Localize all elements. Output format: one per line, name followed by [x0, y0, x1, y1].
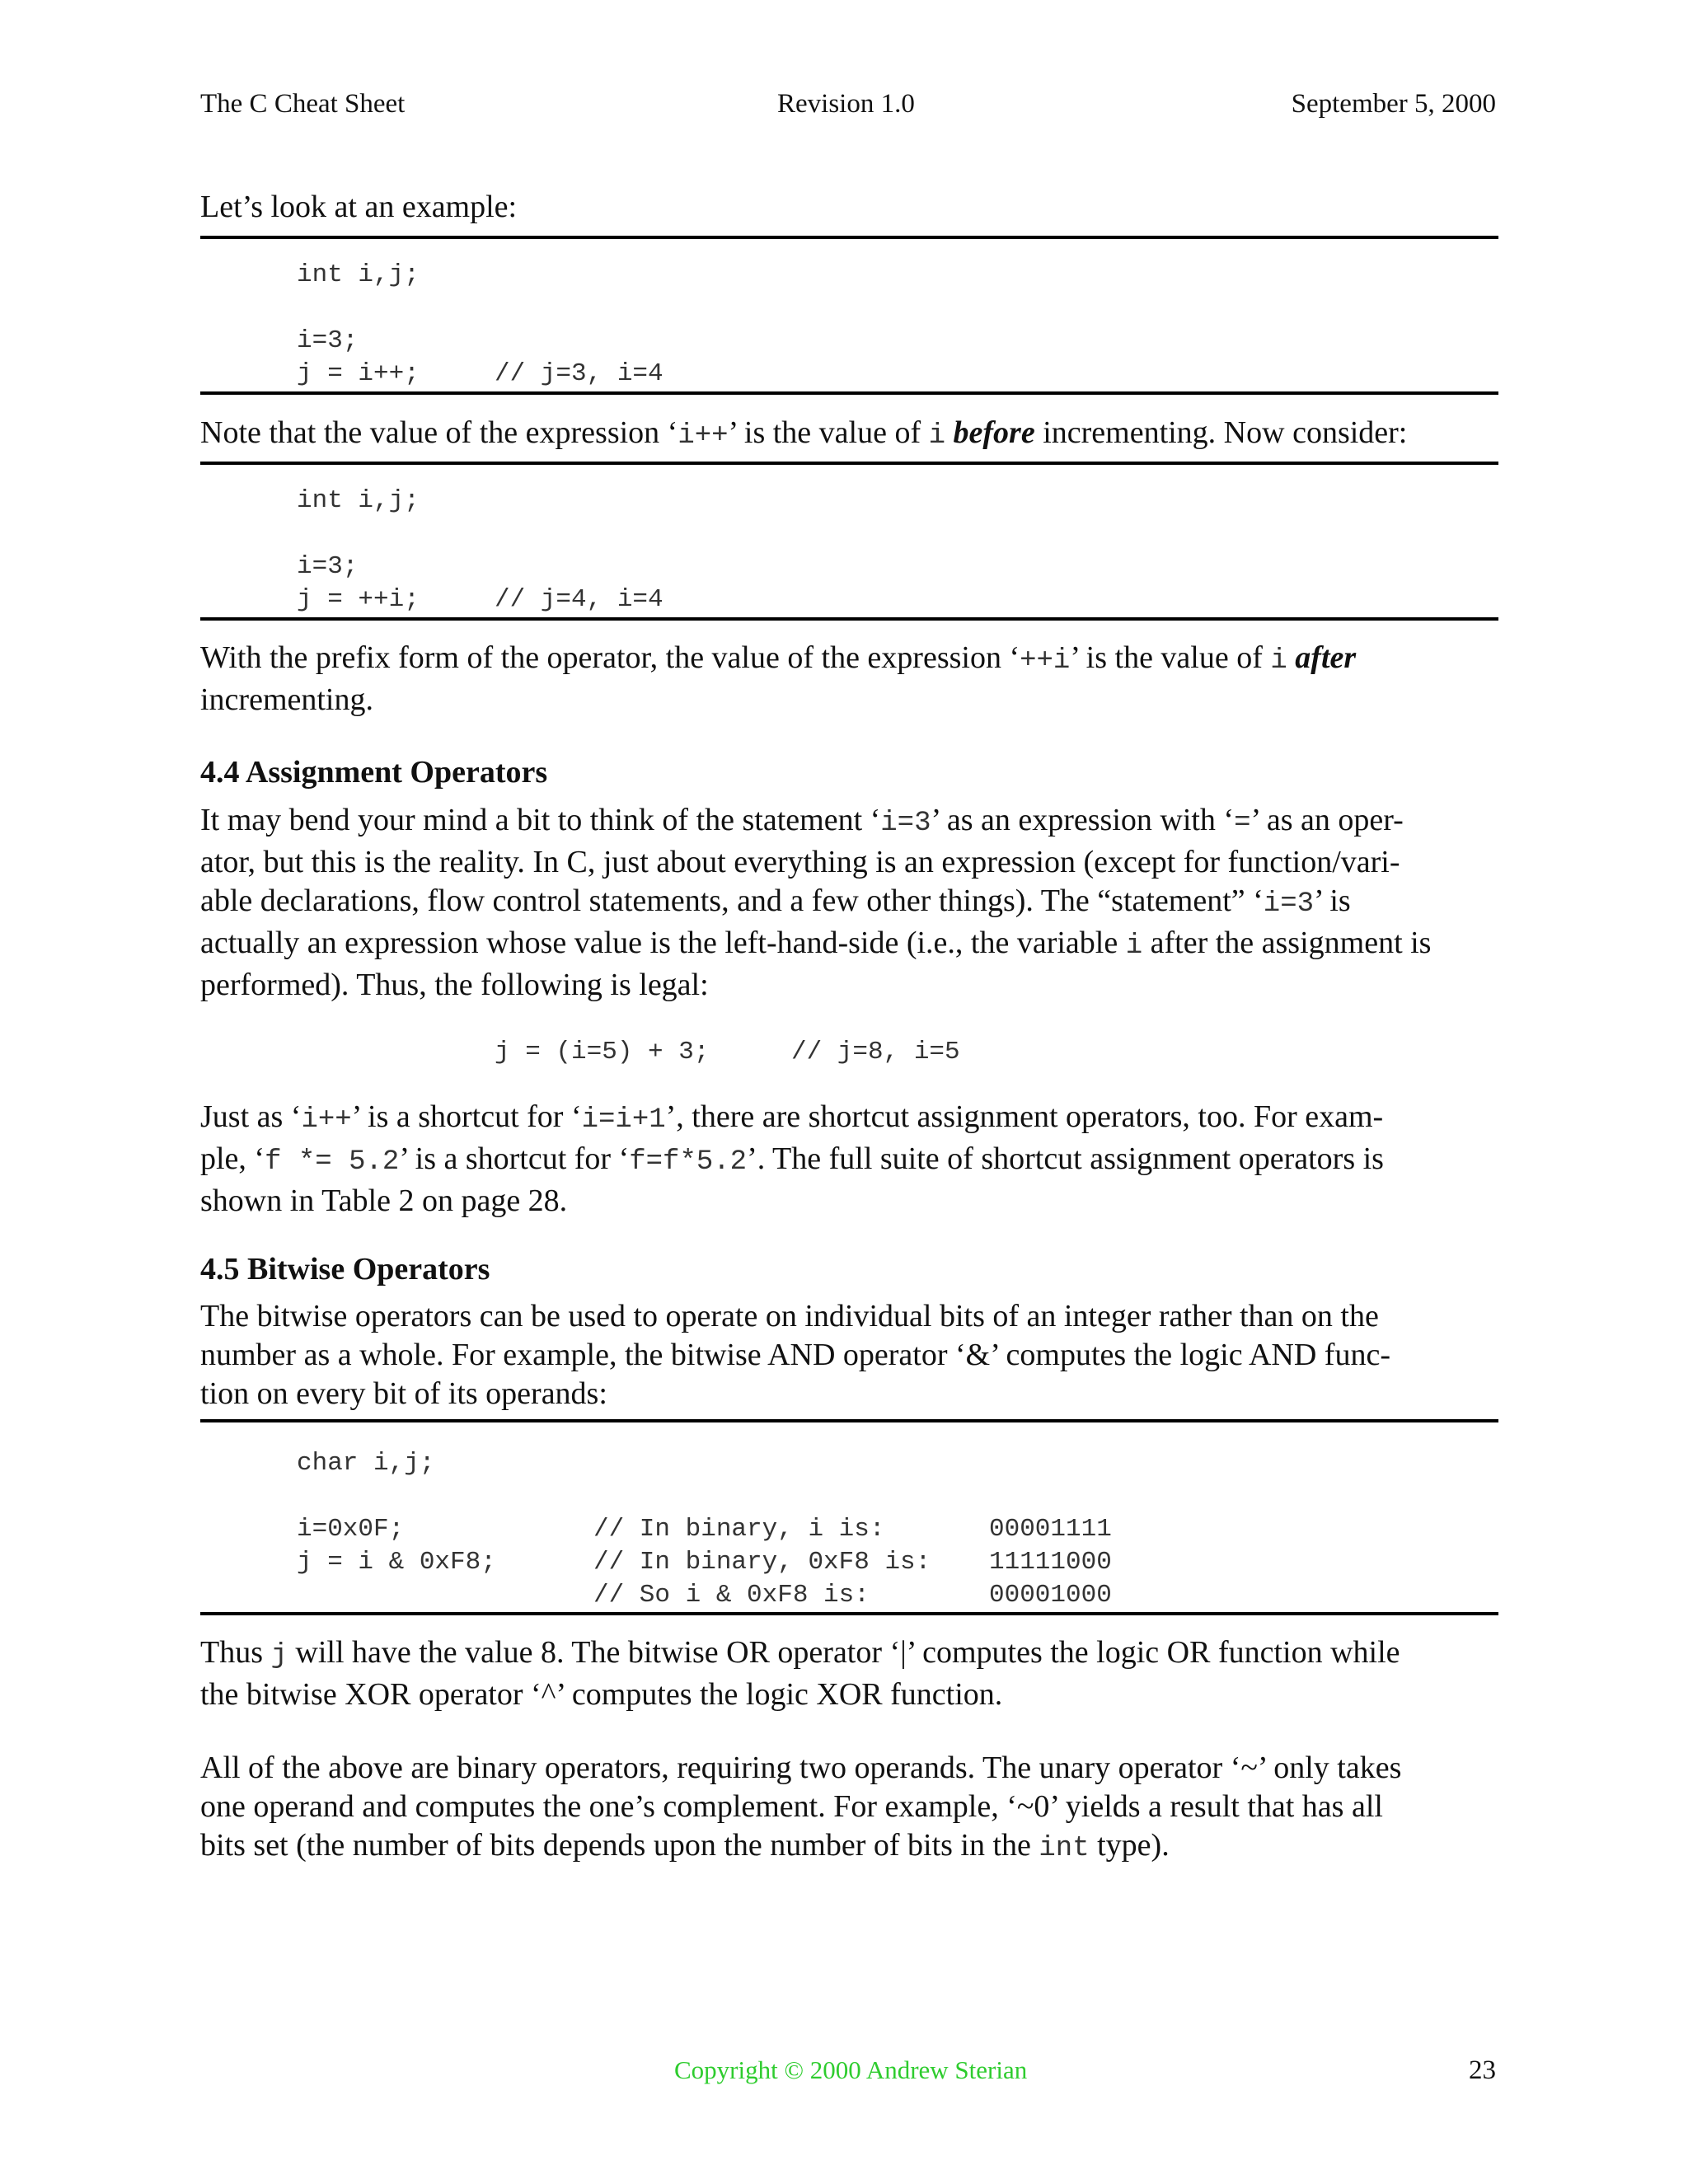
page-number: 23 — [1469, 2055, 1496, 2085]
shortcut-paragraph: Just as ‘i++’ is a shortcut for ‘i=i+1’, there are shortcut assignment operators, too. For exam- ple, ‘f *= 5.2’ is a shortcut for ‘f=f*5.2’. The full suite of shortcut assignment operators is shown in Table 2 on page 28. — [200, 1099, 1384, 1218]
code-block-2 — [200, 462, 1498, 621]
section-title-4-5: 4.5 Bitwise Operators — [200, 1252, 490, 1286]
bitwise-result-paragraph: Thus j will have the value 8. The bitwise OR operator ‘|’ computes the logic OR function while the bitwise XOR operator ‘^’ computes the logic XOR function. — [200, 1635, 1400, 1712]
emphasis-before: before — [953, 415, 1035, 450]
note-before: Note that the value of the expression ‘i++’ is the value of i before incrementing. Now consider: — [200, 415, 1408, 452]
code-block-3 — [200, 1419, 1498, 1615]
sec45-paragraph: The bitwise operators can be used to operate on individual bits of an integer rather than on the number as a whole. For example, the bitwise AND operator ‘&’ computes the logic AND func- tion on every bit of its operands: — [200, 1299, 1390, 1411]
code-line: j = i++; — [297, 359, 420, 388]
copyright-notice: Copyright © 2000 Andrew Sterian — [674, 2055, 1028, 2084]
intro-text: Let’s look at an example: — [200, 190, 518, 224]
header-date: September 5, 2000 — [1291, 89, 1496, 119]
section-title-4-4: 4.4 Assignment Operators — [200, 755, 548, 790]
code-line: j = i & 0xF8; — [297, 1548, 496, 1577]
code-line: i=0x0F; — [297, 1515, 405, 1544]
sec44-paragraph: It may bend your mind a bit to think of the statement ‘i=3’ as an expression with ‘=’ as an oper- ator, but this is the reality. In C, just about everything is an expression (except for function/vari- able declarations, flow control statements, and a few other things). The “statement” ‘i=3’ is actually an expression whose value is the left-hand-side (i.e., the variable i after the assignment is performed). Thus, the following is legal: — [200, 803, 1432, 1002]
code-value: 00001111 — [989, 1515, 1112, 1544]
code-comment: // j=4, i=4 — [495, 585, 663, 614]
code-line: i=3; — [297, 326, 359, 355]
code-block-1 — [200, 236, 1498, 395]
note-after: With the prefix form of the operator, the value of the expression ‘++i’ is the value of i after incrementing. — [200, 640, 1357, 717]
emphasis-after: after — [1295, 640, 1357, 675]
header-revision: Revision 1.0 — [777, 89, 915, 119]
code-comment: // In binary, 0xF8 is: — [593, 1548, 931, 1577]
code-line: j = ++i; — [297, 585, 420, 614]
code-line: int i,j; — [297, 260, 420, 289]
code-line: j = (i=5) + 3; — [495, 1038, 710, 1066]
header-title: The C Cheat Sheet — [200, 89, 406, 119]
code-value: 11111000 — [989, 1548, 1112, 1577]
code-comment: // So i & 0xF8 is: — [593, 1581, 870, 1610]
code-line: i=3; — [297, 552, 359, 581]
code-line: char i,j; — [297, 1449, 435, 1478]
code-comment: // j=3, i=4 — [495, 359, 663, 388]
code-comment: // In binary, i is: — [593, 1515, 885, 1544]
code-comment: // j=8, i=5 — [791, 1038, 960, 1066]
code-value: 00001000 — [989, 1581, 1112, 1610]
code-line: int i,j; — [297, 486, 420, 515]
unary-paragraph: All of the above are binary operators, requiring two operands. The unary operator ‘~’ only takes one operand and computes the one’s complement. For example, ‘~0’ yields a result that has all bits set (the number of bits depends upon the number of bits in the int type). — [200, 1750, 1402, 1864]
